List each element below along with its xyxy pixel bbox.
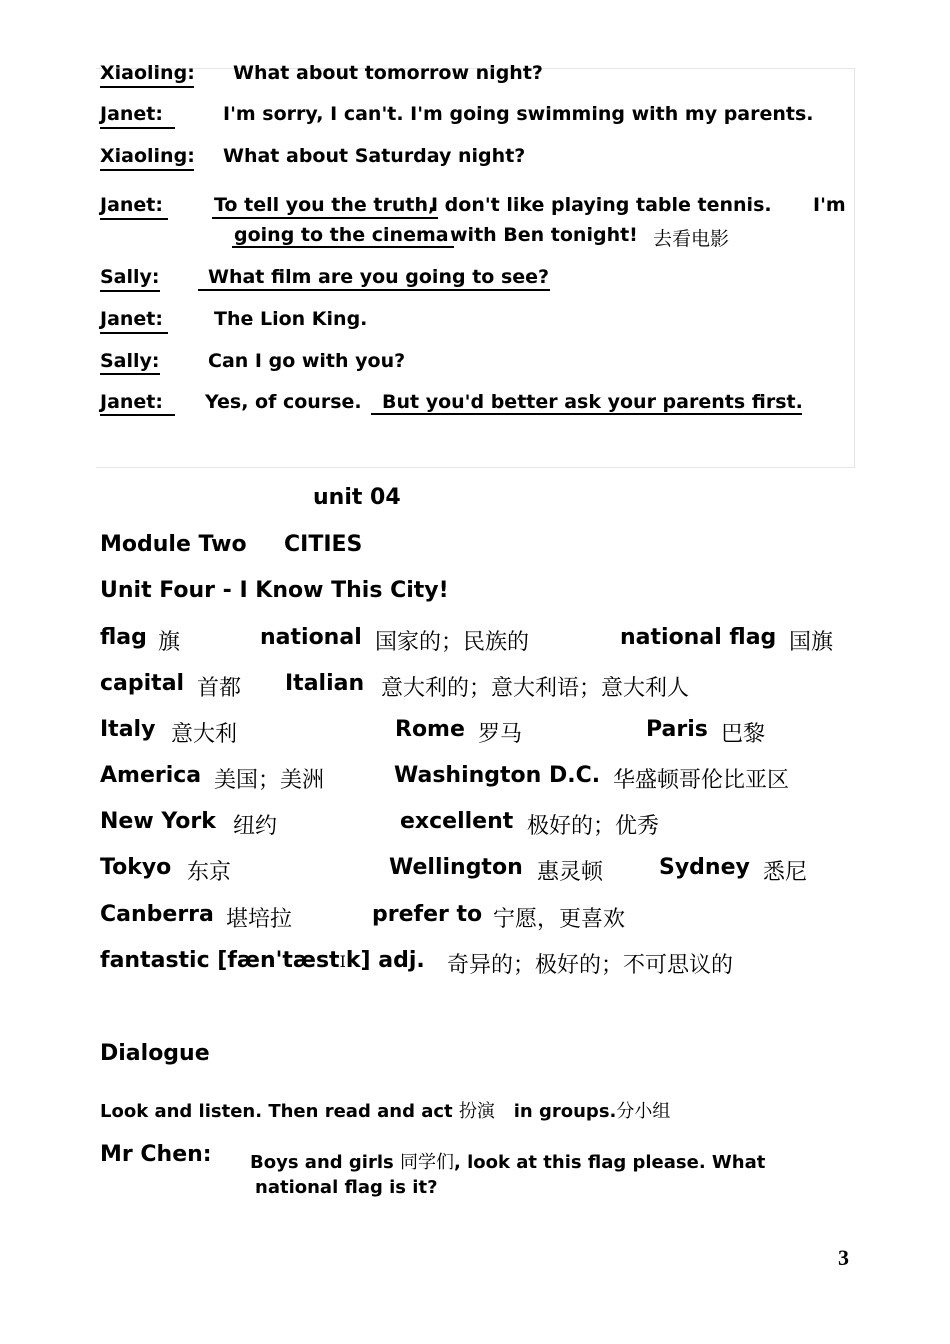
dialogue-line: What about Saturday night?: [223, 145, 526, 167]
dialogue-phrase: But you'd better ask your parents first.: [382, 391, 803, 413]
speaker-label: Janet:: [100, 194, 163, 216]
dialogue-line: with Ben tonight!: [450, 224, 638, 246]
vocab-gloss: 宁愿，更喜欢: [493, 907, 626, 932]
vocab-word: flag: [100, 625, 147, 650]
vocab-gloss: 悉尼: [763, 860, 808, 885]
underline: [212, 217, 438, 219]
vocab-word: national: [260, 625, 362, 650]
underline: [100, 414, 175, 416]
dialogue-line: national flag is it?: [255, 1177, 438, 1198]
vocab-gloss: 首都: [197, 676, 242, 701]
vocab-gloss: 纽约: [233, 814, 278, 839]
underline: [100, 127, 175, 129]
dialogue-line: I don't like playing table tennis.: [431, 194, 772, 216]
vocab-word: New York: [100, 809, 216, 834]
underline: [100, 169, 194, 171]
speaker-label: Janet:: [100, 308, 163, 330]
dialogue-line: The Lion King.: [214, 308, 368, 330]
underline: [371, 413, 802, 415]
vocab-word: prefer to: [372, 902, 483, 927]
dialogue-line: What about tomorrow night?: [233, 62, 543, 84]
dialogue-text: Boys and girls: [250, 1152, 394, 1173]
underline: [100, 218, 168, 220]
vocab-gloss: 旗: [158, 630, 181, 655]
vocab-word: [100, 948, 425, 973]
vocab-gloss: 罗马: [478, 722, 523, 747]
section-heading: Dialogue: [100, 1041, 210, 1066]
vocab-gloss: 华盛顿哥伦比亚区: [613, 768, 790, 793]
dialogue-phrase: To tell you the truth,: [214, 194, 436, 216]
instruction: [100, 1097, 670, 1123]
dialogue-line: I'm sorry, I can't. I'm going swimming with my parents.: [223, 103, 814, 125]
unit-title: unit 04: [313, 485, 401, 510]
vocab-word: excellent: [400, 809, 514, 834]
vocab-word-part: k] adj.: [345, 948, 425, 973]
vocab-gloss: 东京: [187, 860, 232, 885]
vocab-word: Wellington: [389, 855, 523, 880]
module-title: Module Two: [100, 532, 247, 557]
speaker-label: Xiaoling:: [100, 145, 195, 167]
dialogue-text: , look at this flag please. What: [454, 1152, 766, 1173]
vocab-word: Italian: [285, 671, 365, 696]
vocab-gloss: 奇异的；极好的；不可思议的: [447, 953, 734, 978]
speaker-label: Sally:: [100, 266, 160, 288]
vocab-gloss: 意大利的；意大利语；意大利人: [381, 676, 690, 701]
vocab-word: capital: [100, 671, 185, 696]
chinese-gloss: 去看电影: [653, 228, 730, 250]
instruction-text: Look and listen. Then read and act: [100, 1101, 453, 1122]
dialogue-phrase: going to the cinema: [234, 224, 449, 246]
vocab-gloss: 国旗: [789, 630, 834, 655]
vocab-gloss: 国家的；民族的: [375, 630, 530, 655]
vocab-gloss: 惠灵顿: [537, 860, 604, 885]
dialogue-line: [250, 1148, 765, 1174]
chinese-gloss: 分小组: [616, 1101, 671, 1122]
underline: [100, 332, 168, 334]
dialogue-line: Can I go with you?: [208, 350, 406, 372]
vocab-word: Rome: [395, 717, 465, 742]
chinese-gloss: 同学们: [400, 1152, 455, 1173]
vocab-word: Washington D.C.: [394, 763, 601, 788]
vocab-word: national flag: [620, 625, 777, 650]
vocab-word: America: [100, 763, 202, 788]
dialogue-line: Yes, of course.: [205, 391, 362, 413]
vocab-word: Paris: [646, 717, 708, 742]
module-topic: CITIES: [284, 532, 363, 557]
vocab-gloss: 巴黎: [721, 722, 766, 747]
speaker-label: Mr Chen:: [100, 1142, 212, 1167]
dialogue-line: I'm: [813, 194, 846, 216]
vocab-gloss: 堪培拉: [226, 907, 293, 932]
instruction-text: in groups.: [513, 1101, 617, 1122]
underline: [232, 246, 454, 248]
speaker-label: Sally:: [100, 350, 160, 372]
underline: [100, 373, 160, 375]
speaker-label: Xiaoling:: [100, 62, 195, 84]
vocab-word: Tokyo: [100, 855, 172, 880]
vocab-gloss: 极好的；优秀: [527, 814, 660, 839]
vocab-word-part: fantastic [fæn'tæst: [100, 948, 340, 973]
vocab-word: Sydney: [659, 855, 750, 880]
vocab-word: Canberra: [100, 902, 214, 927]
vocab-gloss: 美国；美洲: [214, 768, 325, 793]
chinese-gloss: 扮演: [458, 1101, 495, 1122]
dialogue-phrase: What film are you going to see?: [208, 266, 550, 288]
unit-heading: Unit Four - I Know This City!: [100, 578, 449, 603]
underline: [198, 289, 550, 291]
speaker-label: Janet:: [100, 103, 163, 125]
underline: [100, 290, 160, 292]
ipa-symbol: I: [339, 952, 346, 971]
underline: [100, 86, 194, 88]
vocab-gloss: 意大利: [171, 722, 238, 747]
page-number: 3: [838, 1245, 849, 1270]
vocab-word: Italy: [100, 717, 156, 742]
speaker-label: Janet:: [100, 391, 163, 413]
